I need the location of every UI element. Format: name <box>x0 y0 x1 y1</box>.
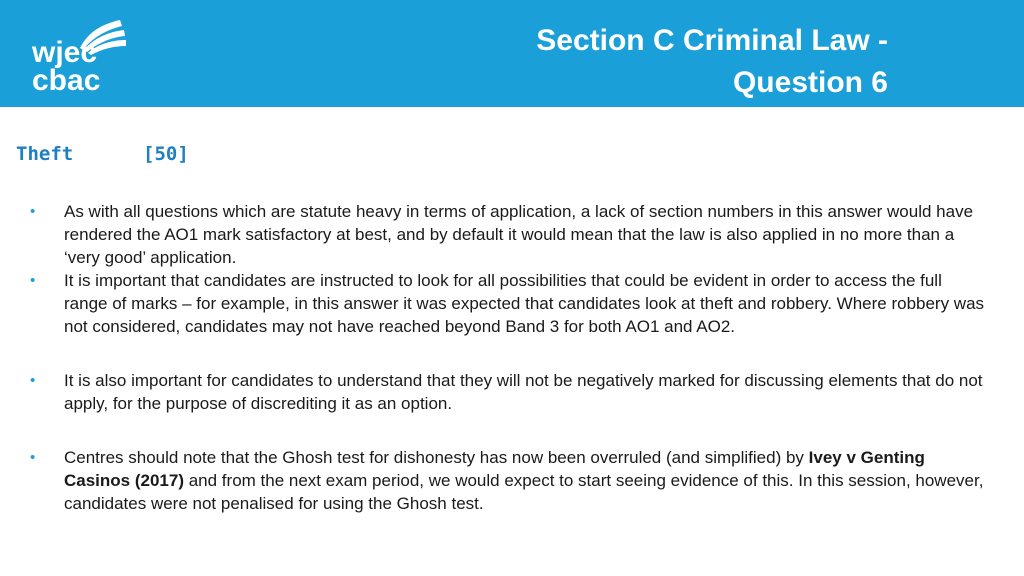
bullet-item <box>30 269 990 338</box>
header-bar <box>0 0 1024 107</box>
bullet-item <box>30 446 990 515</box>
bullet-icon: • <box>30 449 36 466</box>
topic-label: Theft <box>16 143 74 165</box>
bullet-text-after: and from the next exam period, we would expect to start seeing evidence of this. In this session, however, candidates were not penalised for using the Ghosh test. <box>64 471 984 513</box>
marks-label: [50] <box>143 143 189 165</box>
bullet-icon: • <box>30 272 36 289</box>
bullet-text: It is important that candidates are instructed to look for all possibilities that could be evident in order to access the full range of marks – for example, in this answer it was expected that candidates look at theft and robbery. Where robbery was not considered, candidates may not have reached beyond Band 3 for both AO1 and AO2. <box>64 271 985 336</box>
bullet-icon: • <box>30 372 36 389</box>
bullet-text: It is also important for candidates to understand that they will not be negatively marked for discussing elements that do not apply, for the purpose of discrediting it as an option. <box>64 371 983 413</box>
bullet-list <box>30 200 990 515</box>
logo-text-bottom: cbac <box>32 64 101 95</box>
bullet-icon: • <box>30 203 36 220</box>
slide-title <box>536 20 888 104</box>
subheading <box>16 143 189 165</box>
bullet-item <box>30 369 990 415</box>
slide-title-line1: Section C Criminal Law - <box>536 24 888 57</box>
bullet-item <box>30 200 990 269</box>
case-citation: Ivey v Genting Casinos (2017) <box>64 448 925 490</box>
slide-title-line2: Question 6 <box>732 66 888 99</box>
wjec-cbac-logo <box>28 10 138 95</box>
bullet-text-before: Centres should note that the Ghosh test for dishonesty has now been overruled (and simplified) by <box>64 448 809 467</box>
bullet-text: As with all questions which are statute heavy in terms of application, a lack of section numbers in this answer would have rendered the AO1 mark satisfactory at best, and by default it would mean that the law is also applied in no more than a ‘very good’ application. <box>64 202 974 267</box>
logo-text-top: wjec <box>32 36 98 69</box>
